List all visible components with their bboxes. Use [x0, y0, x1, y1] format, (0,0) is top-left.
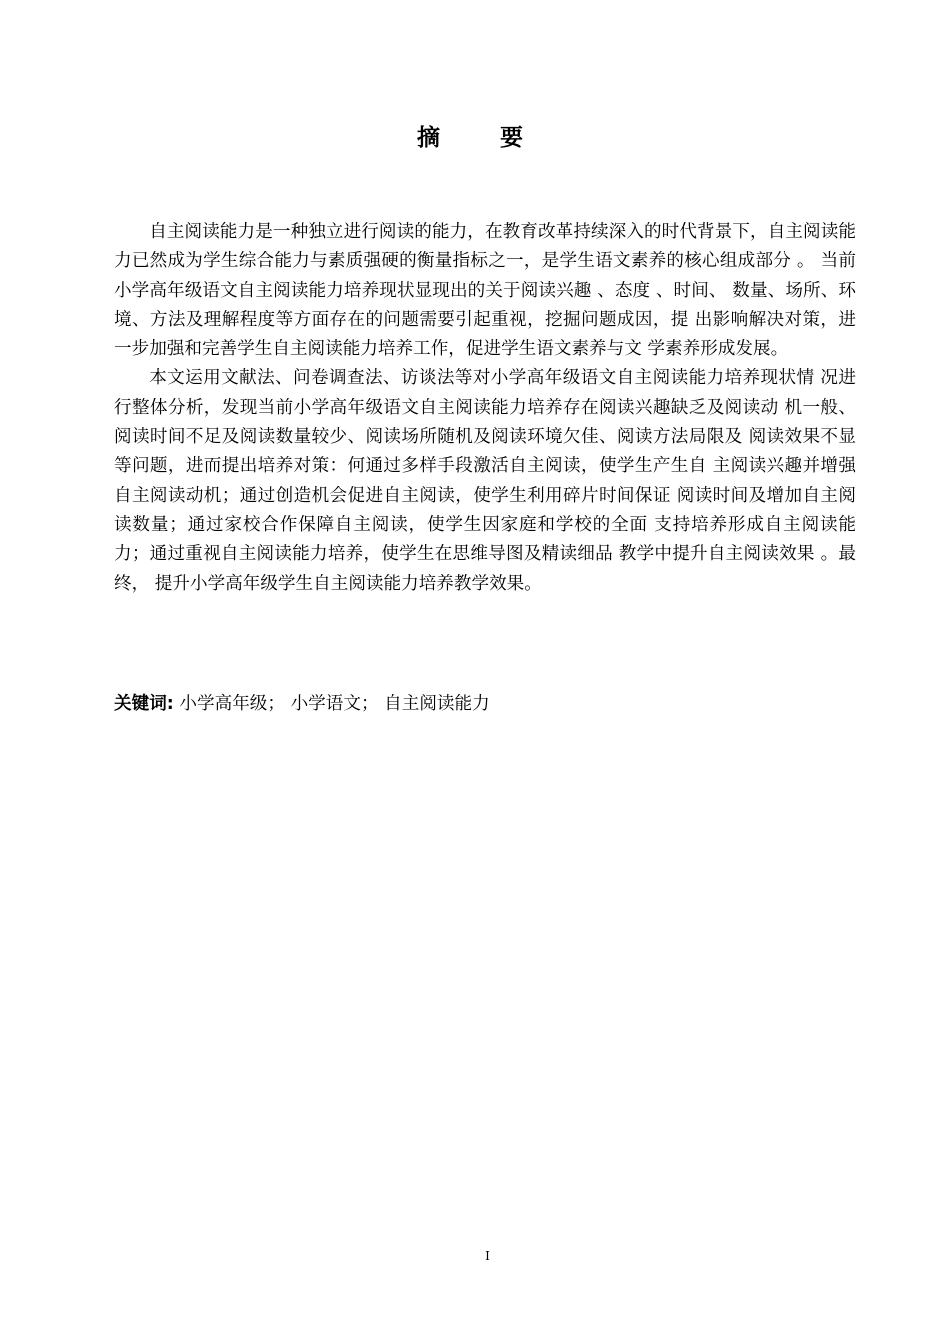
abstract-body [114, 218, 856, 599]
keywords-label: 关键词: [114, 694, 174, 714]
keywords-line [114, 690, 856, 719]
abstract-title: 摘 要 [416, 125, 549, 151]
abstract-paragraph-2: 本文运用文献法、问卷调查法、访谈法等对小学高年级语文自主阅读能力培养现状情 况进行整体分析，发现当前小学高年级语文自主阅读能力培养存在阅读兴趣缺乏及阅读动 机一般、阅读时间不足及阅读数量较少、阅读场所随机及阅读环境欠佳、阅读方法局限及 阅读效果不显等问题，进而提出培养对策：何通过多样手段激活自主阅读，使学生产生自 主阅读兴趣并增强自主阅读动机；通过创造机会促进自主阅读，使学生利用碎片时间保证 阅读时间及增加自主阅读数量；通过家校合作保障自主阅读，使学生因家庭和学校的全面 支持培养形成自主阅读能力；通过重视自主阅读能力培养，使学生在思维导图及精读细品 教学中提升自主阅读效果 。最终， 提升小学高年级学生自主阅读能力培养教学效果。 [114, 368, 856, 594]
page-number: I [485, 1249, 490, 1263]
abstract-paragraph-1: 自主阅读能力是一种独立进行阅读的能力，在教育改革持续深入的时代背景下，自主阅读能力已然成为学生综合能力与素质强硬的衡量指标之一，是学生语文素养的核心组成部分 。 当前小学高年级语文自主阅读能力培养现状显现出的关于阅读兴趣 、态度 、时间、 数量、场所、环境、方法及理解程度等方面存在的问题需要引起重视，挖掘问题成因，提 出影响解决对策，进一步加强和完善学生自主阅读能力培养工作，促进学生语文素养与文 学素养形成发展。 [114, 222, 856, 360]
keywords-list: 小学高年级； 小学语文； 自主阅读能力 [179, 694, 490, 714]
